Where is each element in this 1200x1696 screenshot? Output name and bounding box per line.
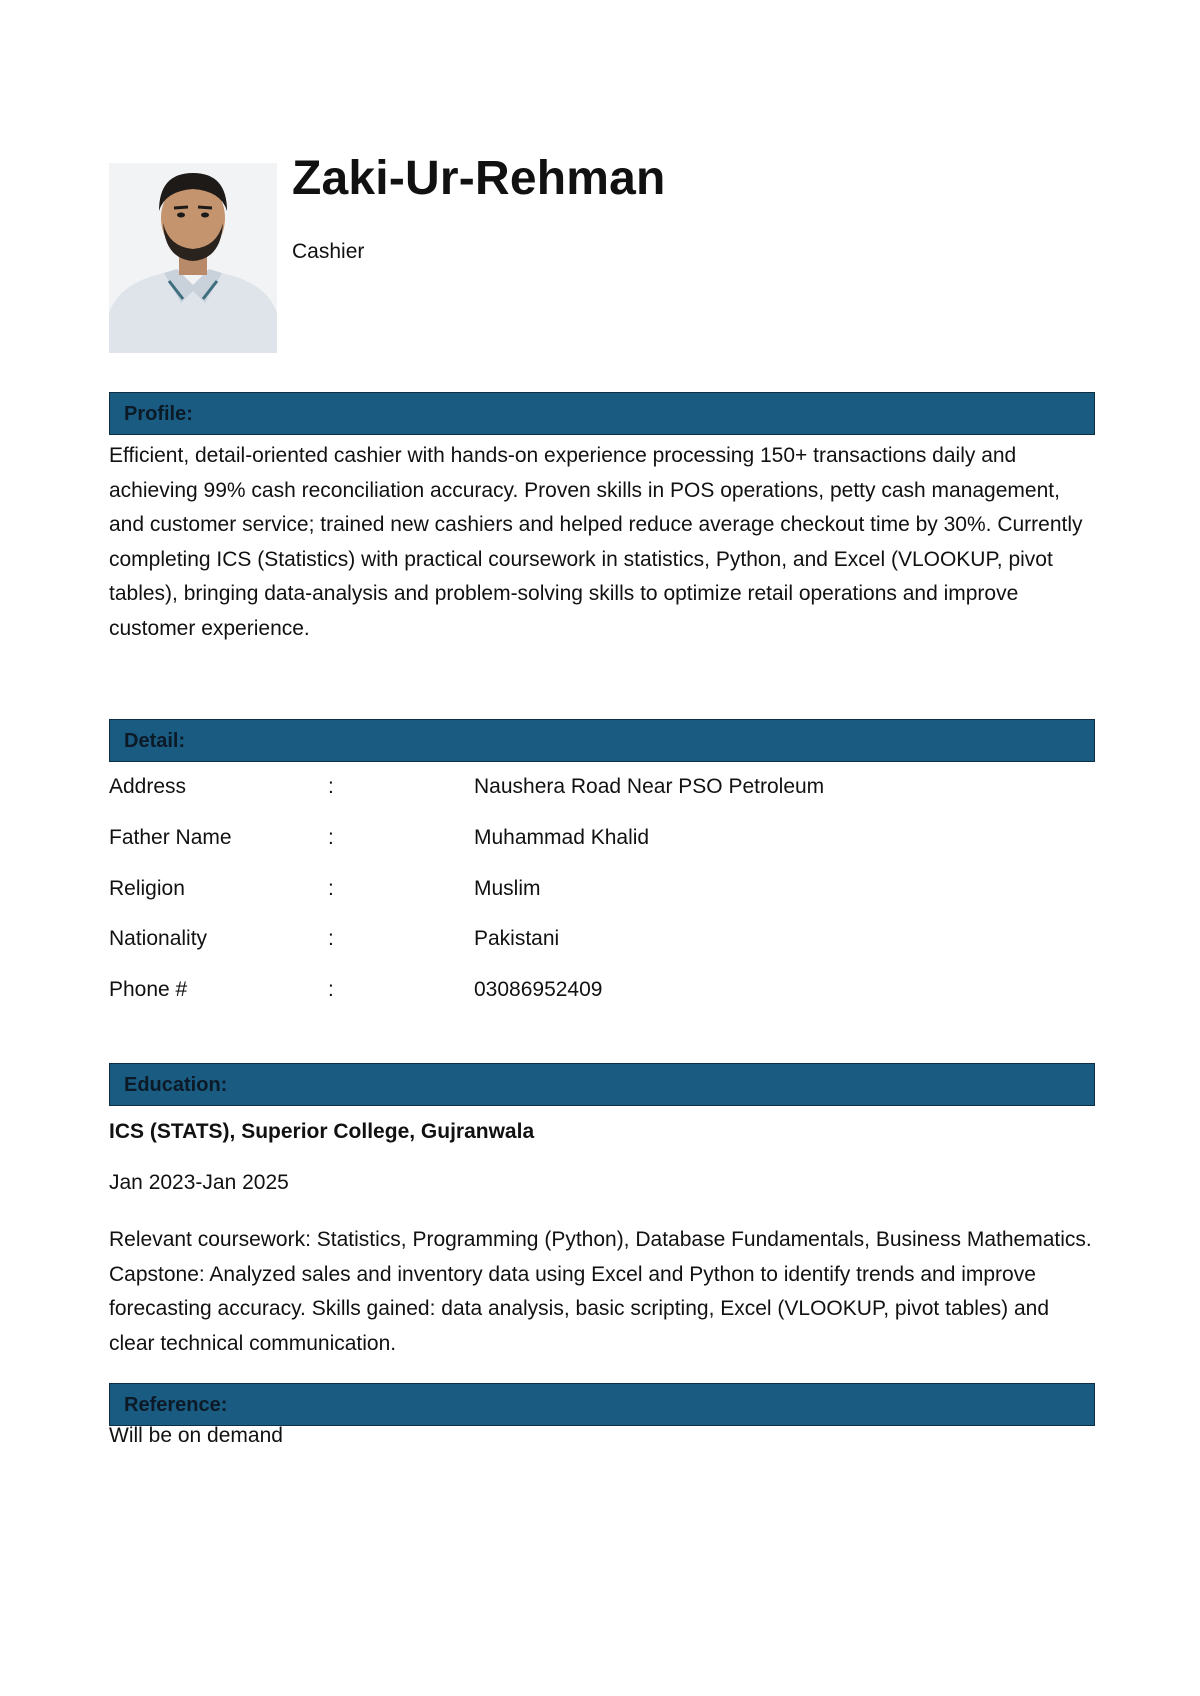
job-title: Cashier [292,240,365,263]
section-header-profile [109,392,1095,435]
detail-row-nationality [109,923,1099,955]
person-avatar-icon [109,163,277,353]
detail-separator: : [328,877,334,900]
detail-separator: : [328,826,334,849]
detail-row-religion [109,873,1099,905]
education-description: Relevant coursework: Statistics, Programming (Python), Database Fundamentals, Business Mathematics. Capstone: Analyzed sales and inventory data using Excel and Python to identify trends and improve forecasting accuracy. Skills gained: data analysis, basic scripting, Excel (VLOOKUP, pivot tables) and clear technical communication. [109,1228,1092,1355]
detail-separator: : [328,775,334,798]
detail-label: Religion [109,877,185,900]
detail-value: Muslim [474,877,541,900]
profile-photo [109,163,277,353]
section-header-education [109,1063,1095,1106]
detail-label: Father Name [109,826,232,849]
detail-row-phone [109,974,1099,1006]
detail-row-father-name [109,822,1099,854]
profile-summary: Efficient, detail-oriented cashier with hands-on experience processing 150+ transactions daily and achieving 99% cash reconciliation accuracy. Proven skills in POS operations, petty cash management, and customer service; trained new cashiers and helped reduce average checkout time by 30%. Currently completing ICS (Statistics) with practical coursework in statistics, Python, and Excel (VLOOKUP, pivot tables), bringing data-analysis and problem-solving skills to optimize retail operations and improve customer experience. [109,444,1083,640]
detail-separator: : [328,978,334,1001]
section-header-detail [109,719,1095,762]
detail-label: Phone # [109,978,188,1001]
detail-label: Address [109,775,187,798]
detail-value: Muhammad Khalid [474,826,650,849]
section-heading: Detail: [124,730,186,752]
section-heading: Profile: [124,403,193,425]
detail-label: Nationality [109,927,208,950]
reference-text: Will be on demand [109,1424,283,1447]
section-heading: Education: [124,1074,228,1096]
detail-value: Pakistani [474,927,560,950]
section-heading: Reference: [124,1394,228,1416]
detail-row-address [109,771,1099,803]
detail-value: Naushera Road Near PSO Petroleum [474,775,825,798]
detail-separator: : [328,927,334,950]
education-degree: ICS (STATS), Superior College, Gujranwala [109,1120,535,1143]
education-dates: Jan 2023-Jan 2025 [109,1171,289,1194]
detail-value: 03086952409 [474,978,603,1001]
candidate-name: Zaki-Ur-Rehman [292,152,666,205]
